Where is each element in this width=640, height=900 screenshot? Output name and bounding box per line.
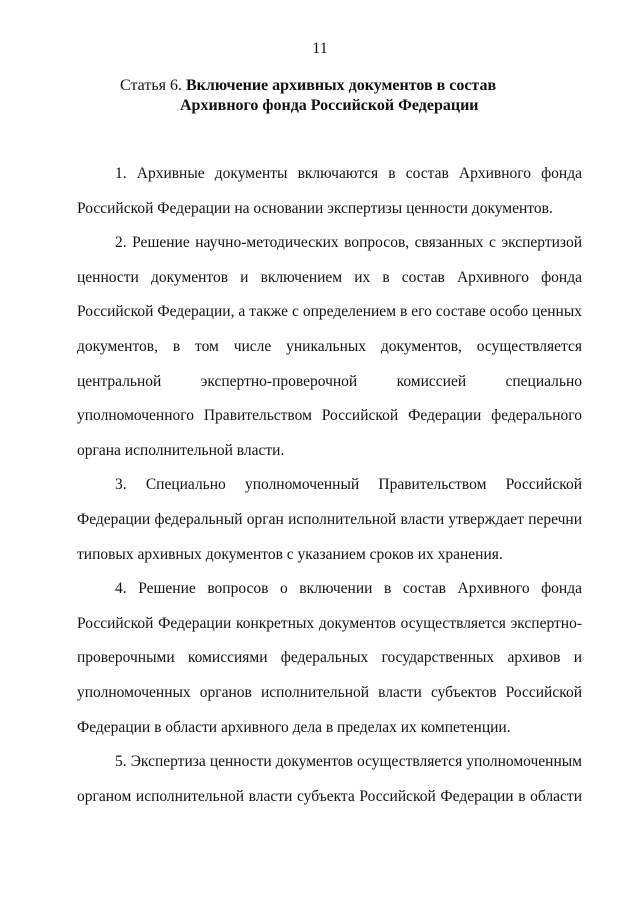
article-title-line-1: Включение архивных документов в состав xyxy=(185,77,497,94)
text-line: Российской Федерации на основании экспертизы ценности документов. xyxy=(77,199,553,217)
text-line: Федерации в области архивного дела в пределах их компетенции. xyxy=(77,718,511,736)
text-line: ценности документов и включением их в состав Архивного фонда xyxy=(77,268,582,286)
text-line: 2. Решение научно-методических вопросов, связанных с экспертизой xyxy=(115,234,582,252)
text-line: проверочными комиссиями федеральных государственных архивов и xyxy=(77,649,582,667)
text-line: 5. Экспертиза ценности документов осуществляется уполномоченным xyxy=(115,753,582,771)
article-label: Статья 6. xyxy=(120,77,182,94)
text-line: центральной экспертно-проверочной комиссией специально xyxy=(77,372,582,390)
text-line: Федерации федеральный орган исполнительной власти утверждает перечни xyxy=(77,510,582,528)
article-heading-line-1 xyxy=(120,76,590,96)
text-line: уполномоченного Правительством Российской Федерации федерального xyxy=(77,407,582,425)
article-body xyxy=(77,157,582,814)
page-number: 11 xyxy=(312,40,328,57)
article-title-line-2: Архивного фонда Российской Федерации xyxy=(180,97,479,114)
text-line: 4. Решение вопросов о включении в состав Архивного фонда xyxy=(115,580,582,598)
article-heading-line-2 xyxy=(120,96,590,116)
article-heading xyxy=(120,76,590,116)
text-line: документов, в том числе уникальных документов, осуществляется xyxy=(77,337,582,355)
text-line: органа исполнительной власти. xyxy=(77,441,285,459)
text-line: органом исполнительной власти субъекта Российской Федерации в области xyxy=(77,787,582,805)
text-line: уполномоченных органов исполнительной власти субъектов Российской xyxy=(77,683,582,701)
text-line: типовых архивных документов с указанием сроков их хранения. xyxy=(77,545,503,563)
text-line: Российской Федерации конкретных документов осуществляется экспертно- xyxy=(77,614,582,632)
text-line: 1. Архивные документы включаются в состав Архивного фонда xyxy=(115,165,582,182)
text-line: Российской Федерации, а также с определением в его составе особо ценных xyxy=(77,303,582,321)
text-line: 3. Специально уполномоченный Правительством Российской xyxy=(115,476,582,494)
